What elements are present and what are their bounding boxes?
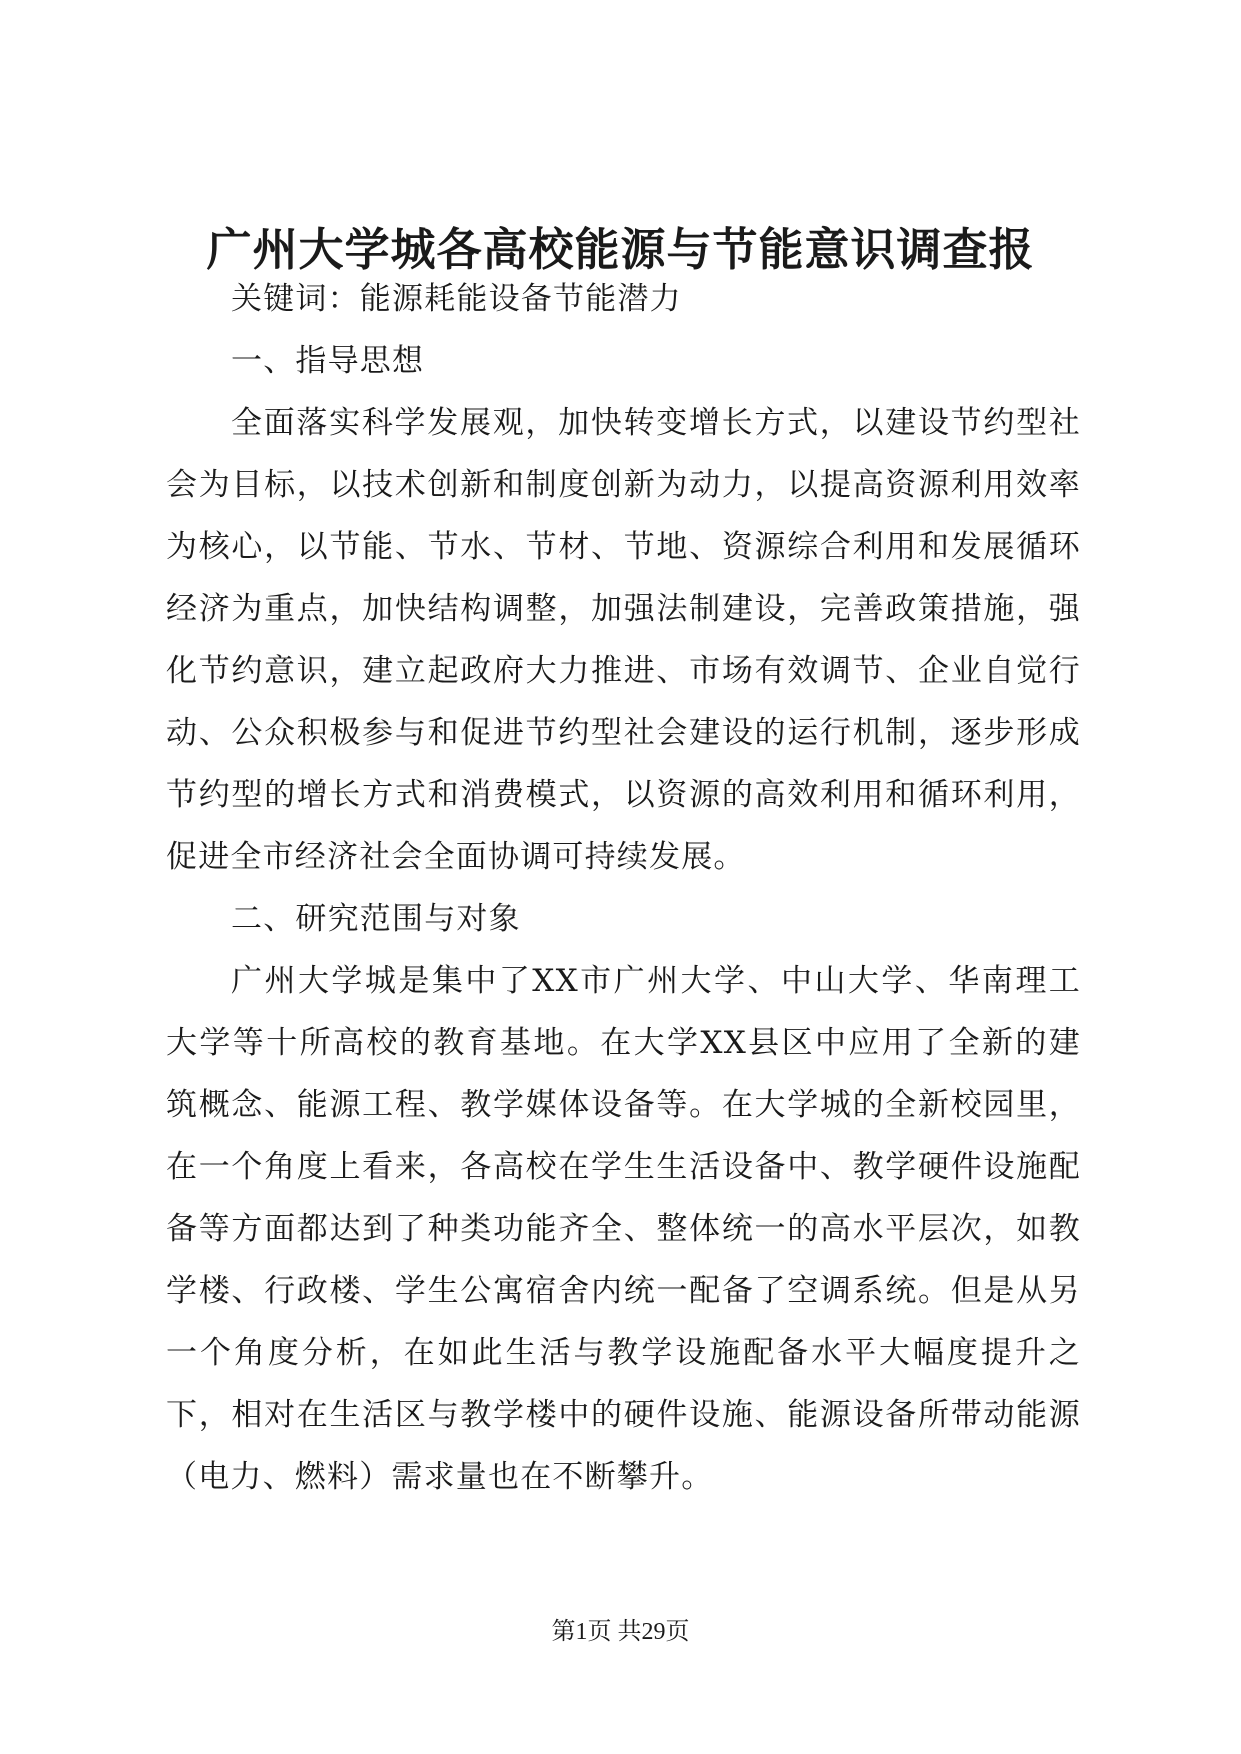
keywords-line: 关键词：能源耗能设备节能潜力 (231, 281, 682, 317)
section-heading-research-scope: 二、研究范围与对象 (231, 901, 521, 937)
section-heading-guiding-ideology: 一、指导思想 (231, 343, 425, 379)
page-footer: 第1页 共29页 (551, 1619, 690, 1645)
paragraph-research-scope: 广州大学城是集中了XX市广州大学、中山大学、华南理工大学等十所高校的教育基地。在大学XX县区中应用了全新的建筑概念、能源工程、教学媒体设备等。在大学城的全新校园里，在一个角度上看来，各高校在学生生活设备中、教学硬件设施配备等方面都达到了种类功能齐全、整体统一的高水平层次，如教学楼、行政楼、学生公寓宿舍内统一配备了空调系统。但是从另一个角度分析，在如此生活与教学设施配备水平大幅度提升之下，相对在生活区与教学楼中的硬件设施、能源设备所带动能源（电力、燃料）需求量也在不断攀升。 (166, 963, 1081, 1495)
document-title: 广州大学城各高校能源与节能意识调查报 (206, 223, 1035, 276)
document-body (166, 268, 1081, 1508)
paragraph-guiding-ideology: 全面落实科学发展观，加快转变增长方式，以建设节约型社会为目标，以技术创新和制度创新为动力，以提高资源利用效率为核心，以节能、节水、节材、节地、资源综合利用和发展循环经济为重点，加快结构调整，加强法制建设，完善政策措施，强化节约意识，建立起政府大力推进、市场有效调节、企业自觉行动、公众积极参与和促进节约型社会建设的运行机制，逐步形成节约型的增长方式和消费模式，以资源的高效利用和循环利用，促进全市经济社会全面协调可持续发展。 (166, 405, 1081, 875)
